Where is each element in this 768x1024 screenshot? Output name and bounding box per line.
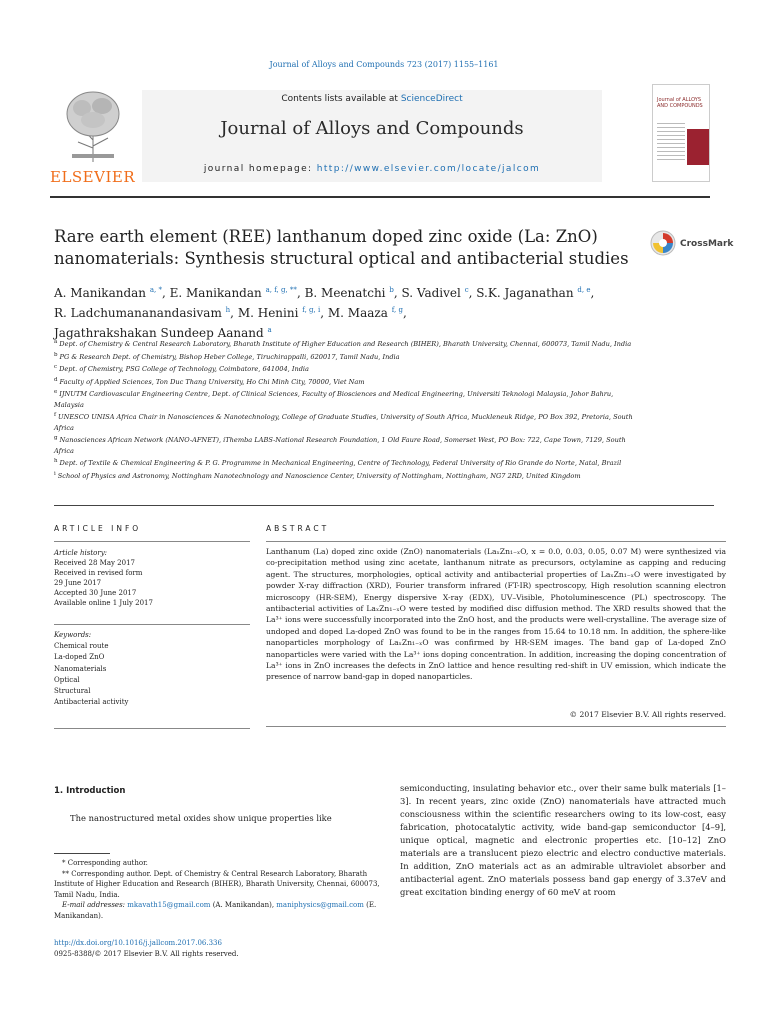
author-affiliation-marks[interactable]: f, g bbox=[391, 306, 403, 314]
abstract-bottom-rule bbox=[266, 726, 726, 727]
crossmark-icon bbox=[650, 230, 676, 256]
author-affiliation-marks[interactable]: f, g, i bbox=[302, 306, 321, 314]
issn-copyright: 0925-8388/© 2017 Elsevier B.V. All rights reserved. bbox=[54, 949, 239, 958]
keyword-item: Antibacterial activity bbox=[54, 698, 129, 707]
keyword-item: Chemical route bbox=[54, 642, 109, 651]
affiliation-text: IJNUTM Cardiovascular Engineering Centre, Dept. of Clinical Sciences, Faculty of Biosciences and Medical Engineering, Universiti Teknologi Malaysia, Johor Bahru, Malaysia bbox=[54, 390, 614, 409]
affiliation-mark: a bbox=[54, 339, 58, 345]
footnote-rule bbox=[54, 853, 110, 854]
keyword-item: La-doped ZnO bbox=[54, 653, 105, 662]
affiliation-item bbox=[54, 456, 634, 469]
affiliation-mark: b bbox=[54, 351, 58, 358]
affiliation-text: Dept. of Chemistry & Central Research Laboratory, Bharath Institute of Higher Education and Research (BIHER), Bharath University, Chennai, 600073, Tamil Nadu, India bbox=[59, 340, 632, 349]
keywords-label: Keywords: bbox=[54, 631, 92, 639]
email-owner: (E. Manikandan). bbox=[54, 901, 377, 920]
article-title: Rare earth element (REE) lanthanum doped zinc oxide (La: ZnO) nanomaterials: Synthesis structural optical and antibacterial studies bbox=[54, 227, 629, 268]
footnotes bbox=[54, 858, 380, 921]
affiliation-item bbox=[54, 362, 634, 375]
email-owner: (A. Manikandan), bbox=[212, 901, 275, 909]
author-list: A. Manikandan $^{a, *}$, E. Manikandan $^{a, f, g, **}$, B. Meenatchi $^b$, S. Vadivel $^c$, S.K. Jaganathan $^{d, e}$, R. Ladchumananandasivam $^h$, M. Henini $^{f, g, i}$, M. Maaza $^{f, g}$, Jagathrakshakan Sundeep Aanand $^a$ bbox=[54, 286, 595, 340]
author-affiliation-marks[interactable]: c bbox=[464, 286, 469, 294]
introduction-right-column: semiconducting, insulating behavior etc., over their same bulk materials [1–3]. In recent years, zinc oxide (ZnO) nanomaterials have attracted much consciousness within the scientific researchers owing to its low-cost, easy fabrication, photocatalytic activity, wide band-gap semiconductor [4–9], unique optical, magnetic and electronic properties etc. [10–12] ZnO materials are a translucent piezo electric and electro conductive materials. In addition, ZnO materials act as an admirable ultraviolet absorber and antibacterial agent. ZnO materials possess band gap energy of 3.37eV and great excitation binding energy of 60 meV at room bbox=[400, 783, 726, 897]
history-entry: Accepted 30 June 2017 bbox=[54, 589, 137, 597]
doi-link[interactable]: http://dx.doi.org/10.1016/j.jallcom.2017.06.336 bbox=[54, 939, 222, 947]
section-heading-introduction: 1. Introduction bbox=[54, 786, 126, 796]
crossmark-button[interactable] bbox=[650, 230, 740, 260]
journal-masthead bbox=[50, 84, 710, 188]
affiliation-text: Nanosciences African Network (NANO-AFNET), iThemba LABS-National Research Foundation, 1 Old Faure Road, Somerset West, PO Box: 722, Cape Town, 7129, South Africa bbox=[54, 436, 626, 455]
keyword-item: Optical bbox=[54, 675, 80, 684]
affiliation-mark: f bbox=[54, 412, 57, 419]
affiliation-mark: e bbox=[54, 389, 58, 396]
email-link[interactable]: mkavath15@gmail.com bbox=[127, 901, 211, 909]
crossmark-label: CrossMark bbox=[680, 239, 734, 249]
keyword-item: Nanomaterials bbox=[54, 664, 107, 673]
affiliation-text: Dept. of Textile & Chemical Engineering & P. G. Programme in Mechanical Engineering, Centre of Technology, Federal University of Rio Grande do Norte, Natal, Brazil bbox=[59, 459, 622, 468]
affiliation-list bbox=[54, 337, 634, 482]
author-name[interactable]: B. Meenatchi bbox=[304, 286, 386, 300]
introduction-paragraph: The nanostructured metal oxides show unique properties like bbox=[70, 813, 332, 823]
affiliation-item bbox=[54, 337, 634, 350]
author-affiliation-marks[interactable]: d, e bbox=[577, 286, 591, 294]
elsevier-logo bbox=[50, 88, 134, 188]
affiliation-divider bbox=[54, 505, 714, 506]
journal-header-band bbox=[142, 90, 602, 182]
affiliation-text: Dept. of Chemistry, PSG College of Technology, Coimbatore, 641004, India bbox=[59, 365, 309, 374]
abstract-text: Lanthanum (La) doped zinc oxide (ZnO) nanomaterials (LaₓZn₁₋ₓO, x = 0.0, 0.03, 0.05, 0.07 M) were synthesized via co-precipitation method using zinc acetate, lanthanum nitrate as precursors, octylamine as capping and reducing agent. The structures, morphologies, optical activity and antibacterial properties of LaₓZn₁₋ₓO were investigated by powder X-ray diffraction (XRD), Fourier transform infrared (FT-IR) spectroscopy, High resolution scanning electron microscopy (HR-SEM), Energy dispersive X-ray (EDX), UV–Visible, Photoluminescence (PL) spectroscopy. The antibacterial activities of LaₓZn₁₋ₓO were tested by modified disc diffusion method. The XRD results showed that the La³⁺ ions were successfully incorporated into the ZnO host, and the products were well-crystalline. The average size of undoped and doped La-doped ZnO was found to be in the ranges from 15.64 to 10.18 nm. In addition, the sphere-like nanoparticles morphology of LaₓZn₁₋ₓO was confirmed by HR-SEM images. The band gap of La-doped ZnO nanoparticles were varied with the La³⁺ ions doping concentration. In addition, increasing the doping concentration of La³⁺ ions in ZnO increases the defects in ZnO lattice and hence resulting red-shift in UV emission, which indicate the presence of narrow band-gap in doped nanoparticles. bbox=[266, 547, 726, 682]
affiliation-text: UNESCO UNISA Africa Chair in Nanosciences & Nanotechnology, College of Graduate Studies, University of South Africa, Muckleneuk Ridge, PO Box 392, Pretoria, South Africa bbox=[54, 413, 633, 432]
footnote-corresponding-2: ** Corresponding author. Dept. of Chemistry & Central Research Laboratory, Bharath Institute of Higher Education and Research (BIHER), Bharath University, Chennai, 600073, Tamil Nadu, India. bbox=[54, 869, 380, 899]
author-name[interactable]: M. Maaza bbox=[327, 306, 388, 320]
article-info-bottom-rule bbox=[54, 728, 250, 729]
masthead-divider bbox=[50, 196, 710, 198]
affiliation-mark: h bbox=[54, 458, 58, 465]
history-entry: Available online 1 July 2017 bbox=[54, 599, 153, 607]
affiliation-mark: g bbox=[54, 435, 58, 442]
homepage-prefix: journal homepage: bbox=[203, 164, 317, 174]
affiliation-item bbox=[54, 469, 634, 482]
contents-prefix: Contents lists available at bbox=[281, 94, 401, 104]
history-label: Article history: bbox=[54, 549, 108, 557]
journal-cover-thumbnail[interactable] bbox=[652, 84, 710, 182]
affiliation-item bbox=[54, 387, 634, 410]
affiliation-mark: c bbox=[54, 364, 58, 371]
history-entry: Received 28 May 2017 bbox=[54, 559, 135, 567]
cover-color-block bbox=[687, 129, 709, 165]
abstract-copyright: © 2017 Elsevier B.V. All rights reserved. bbox=[569, 710, 726, 719]
cover-contents-lines bbox=[657, 123, 685, 163]
affiliation-item bbox=[54, 410, 634, 433]
author-name[interactable]: M. Henini bbox=[237, 306, 299, 320]
doi-block bbox=[54, 938, 380, 959]
journal-citation-link[interactable]: Journal of Alloys and Compounds 723 (2017) 1155–1161 bbox=[269, 60, 499, 69]
email-label: E-mail addresses: bbox=[62, 901, 126, 909]
history-entry: Received in revised form bbox=[54, 569, 143, 577]
contents-line bbox=[142, 94, 602, 104]
journal-title: Journal of Alloys and Compounds bbox=[220, 118, 524, 139]
affiliation-text: PG & Research Dept. of Chemistry, Bishop Heber College, Tiruchirappalli, 620017, Tamil Nadu, India bbox=[59, 352, 400, 361]
article-info-rule bbox=[54, 541, 250, 542]
affiliation-item bbox=[54, 350, 634, 363]
affiliation-mark: i bbox=[54, 470, 56, 477]
article-info-heading: ARTICLE INFO bbox=[54, 524, 142, 533]
author-name[interactable]: S. Vadivel bbox=[401, 286, 461, 300]
author-affiliation-marks[interactable]: a bbox=[267, 326, 272, 334]
keywords-rule bbox=[54, 624, 250, 625]
author-name[interactable]: Jagathrakshakan Sundeep Aanand bbox=[54, 326, 264, 340]
cover-title: Journal of ALLOYS AND COMPOUNDS bbox=[657, 97, 703, 109]
keyword-item: Structural bbox=[54, 687, 91, 696]
author-name[interactable]: E. Manikandan bbox=[169, 286, 262, 300]
author-affiliation-marks[interactable]: b bbox=[389, 286, 394, 294]
publisher-wordmark: ELSEVIER bbox=[50, 168, 136, 186]
author-name[interactable]: S.K. Jaganathan bbox=[476, 286, 574, 300]
homepage-line bbox=[142, 164, 602, 174]
affiliation-text: School of Physics and Astronomy, Nottingham Nanotechnology and Nanoscience Center, University of Nottingham, Nottingham, NG7 2RD, United Kingdom bbox=[57, 472, 581, 481]
author-affiliation-marks[interactable]: a, * bbox=[149, 286, 162, 294]
affiliation-mark: d bbox=[54, 376, 58, 383]
sciencedirect-link[interactable]: ScienceDirect bbox=[400, 94, 463, 104]
author-name[interactable]: R. Ladchumananandasivam bbox=[54, 306, 222, 320]
email-link[interactable]: maniphysics@gmail.com bbox=[276, 901, 364, 909]
author-name[interactable]: A. Manikandan bbox=[54, 286, 147, 300]
history-entry: 29 June 2017 bbox=[54, 579, 102, 587]
footnote-emails bbox=[54, 900, 380, 921]
affiliation-item bbox=[54, 375, 634, 388]
homepage-link[interactable]: http://www.elsevier.com/locate/jalcom bbox=[316, 164, 541, 174]
article-history bbox=[54, 548, 250, 608]
affiliation-text: Faculty of Applied Sciences, Ton Duc Thang University, Ho Chi Minh City, 70000, Viet Nam bbox=[59, 377, 365, 386]
abstract-heading: ABSTRACT bbox=[266, 524, 330, 533]
keywords-list bbox=[54, 630, 250, 708]
affiliation-item bbox=[54, 433, 634, 456]
author-affiliation-marks[interactable]: a, f, g, ** bbox=[265, 286, 297, 294]
author-affiliation-marks[interactable]: h bbox=[225, 306, 231, 314]
elsevier-tree-icon bbox=[64, 88, 122, 164]
footnote-corresponding-1: * Corresponding author. bbox=[62, 859, 148, 867]
abstract-rule bbox=[266, 541, 726, 542]
